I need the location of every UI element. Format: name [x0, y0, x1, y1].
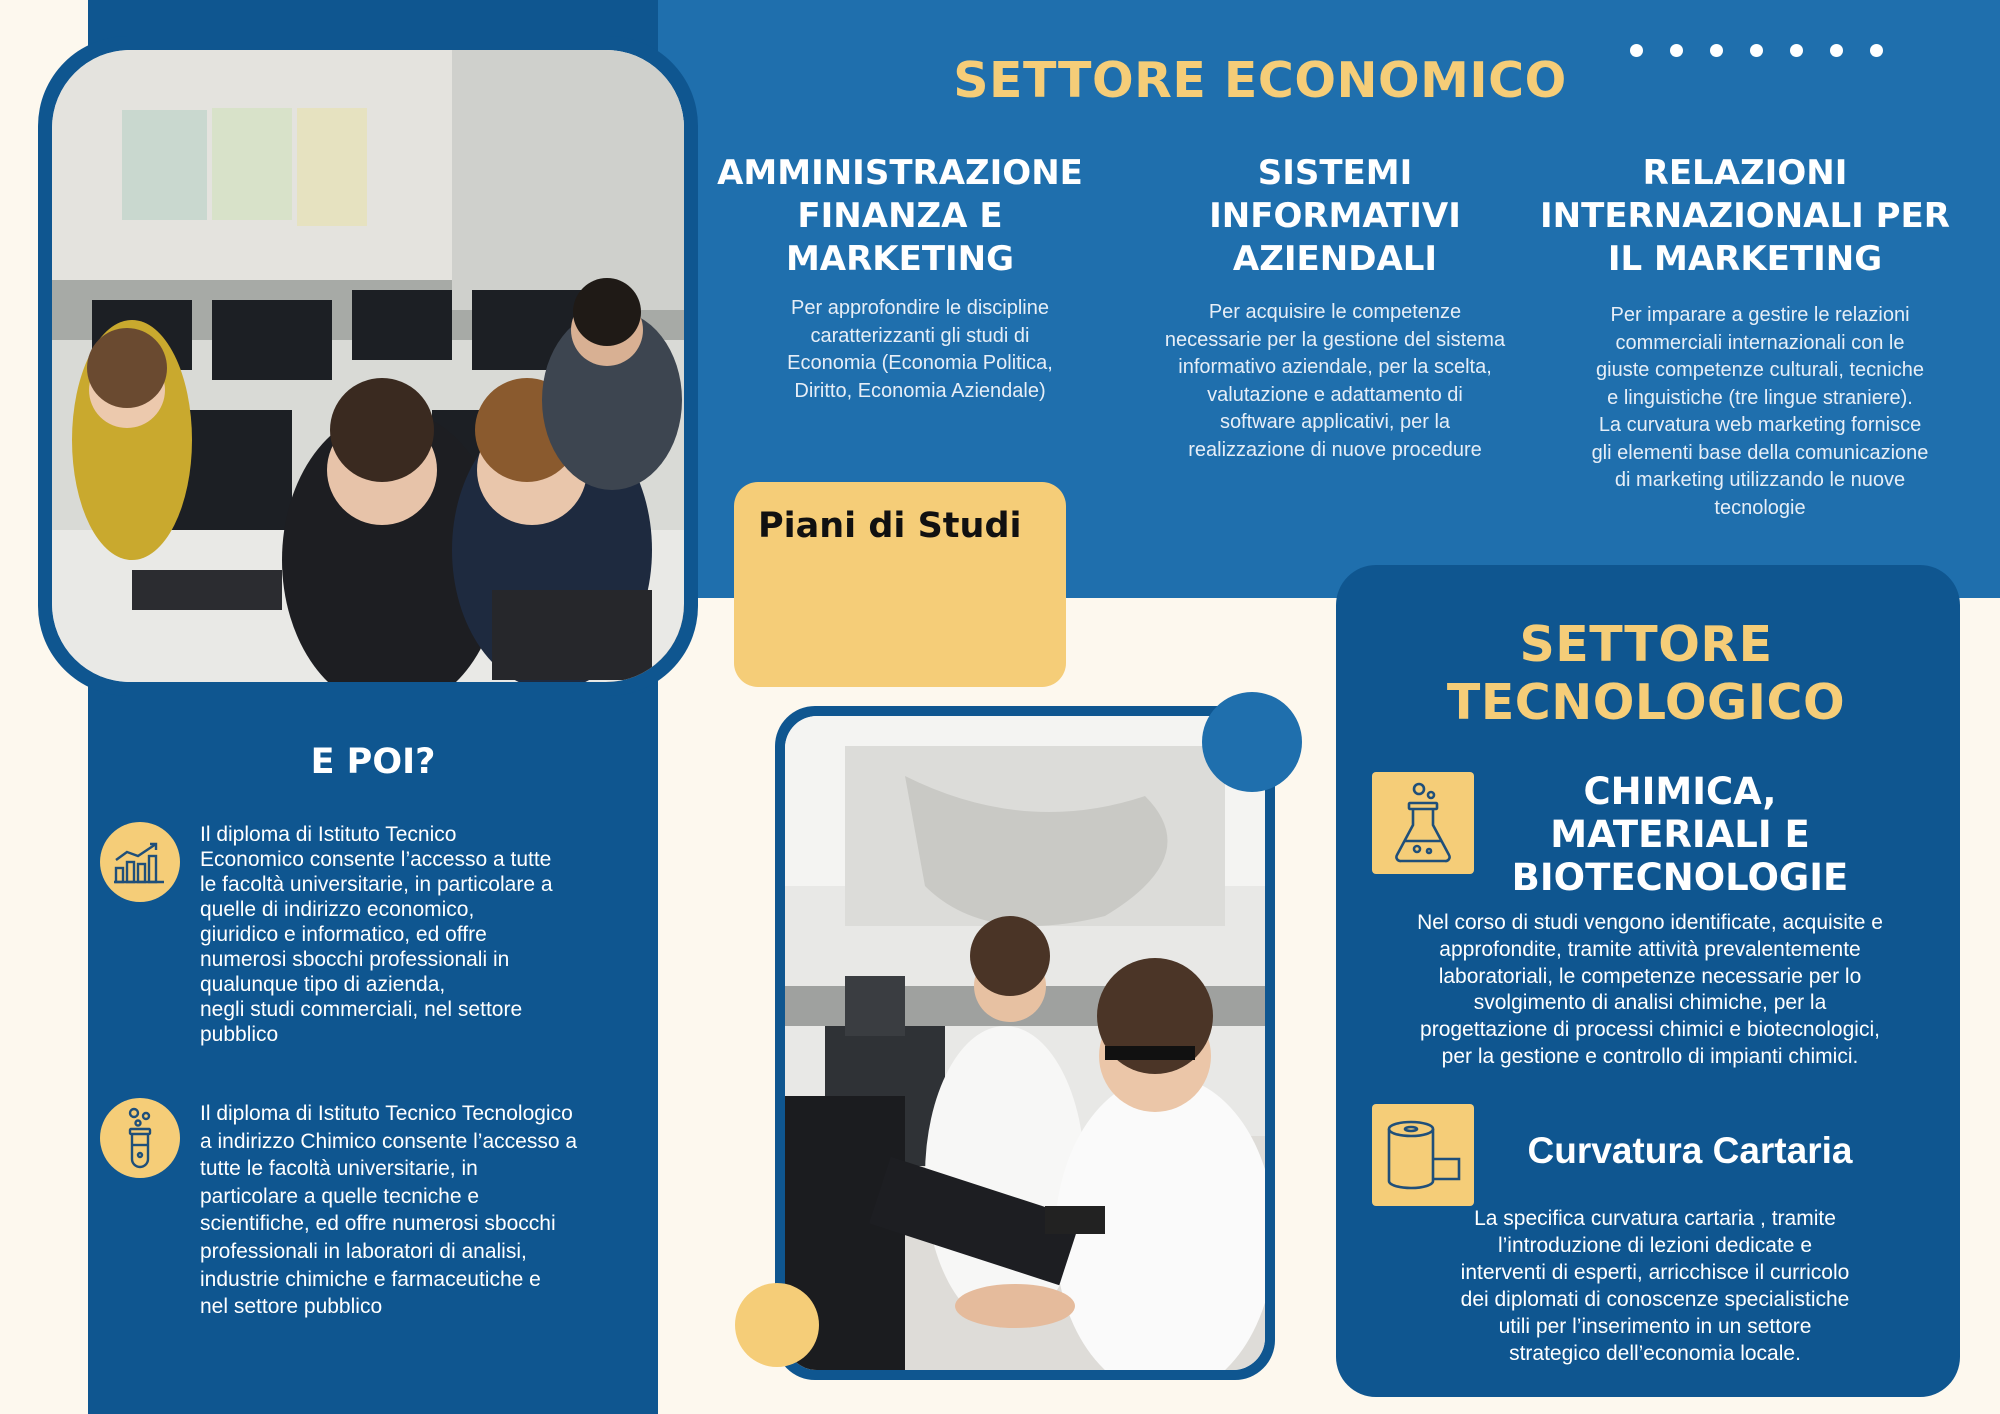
curvatura-cartaria-title: Curvatura Cartaria — [1527, 1130, 1853, 1171]
dot — [1710, 44, 1723, 57]
e-poi-title: E POI? — [310, 742, 436, 782]
test-tube-icon — [100, 1098, 180, 1178]
dot — [1870, 44, 1883, 57]
decorative-yellow-circle — [735, 1283, 819, 1367]
laboratory-photo — [775, 706, 1275, 1380]
curvatura-cartaria-description: La specifica curvatura cartaria , tramite l’introduzione di lezioni dedicate e interventi di esperti, arricchisce il curricolo dei diplomati di conoscenze specialistiche utili per l’inserimento in un settore strategico dell’economia locale. — [1460, 1207, 1850, 1365]
course-rim-title: RELAZIONI INTERNAZIONALI PER IL MARKETING — [1540, 153, 1950, 279]
computer-lab-photo — [38, 36, 698, 696]
course-afm-description: Per approfondire le discipline caratterizzanti gli studi di Economia (Economia Politica, Diritto, Economia Aziendale) — [787, 297, 1053, 402]
course-afm-title: AMMINISTRAZIONE FINANZA E MARKETING — [717, 153, 1083, 279]
settore-tecnologico-title: SETTORE TECNOLOGICO — [1446, 616, 1846, 731]
piani-di-studi-label: Piani di Studi — [758, 506, 1022, 546]
chimica-course-title: CHIMICA, MATERIALI E BIOTECNOLOGIE — [1511, 770, 1849, 899]
dot — [1670, 44, 1683, 57]
course-sia-title: SISTEMI INFORMATIVI AZIENDALI — [1209, 153, 1461, 279]
e-poi-economico-text: Il diploma di Istituto Tecnico Economico consente l’accesso a tutte le facoltà universitarie, in particolare a quelle di indirizzo economico, giuridico e informatico, ed offre numerosi sbocchi professionali in qualunque tipo di azienda, negli studi commerciali, nel settore pubblico — [200, 823, 553, 1046]
decorative-dots — [1630, 44, 1883, 57]
growth-chart-icon — [100, 822, 180, 902]
dot — [1630, 44, 1643, 57]
e-poi-tecnologico-text: Il diploma di Istituto Tecnico Tecnologico a indirizzo Chimico consente l’accesso a tutte le facoltà universitarie, in particolare a quelle tecniche e scientifiche, ed offre numerosi sbocchi professionali in laboratori di analisi, industrie chimiche e farmaceutiche e nel settore pubblico — [200, 1102, 578, 1319]
settore-economico-title: SETTORE ECONOMICO — [953, 52, 1567, 109]
paper-roll-icon — [1372, 1104, 1474, 1206]
chimica-course-description: Nel corso di studi vengono identificate, acquisite e approfondite, tramite attività prevalentemente laboratoriali, le competenze necessarie per lo svolgimento di analisi chimiche, per la progettazione di processi chimici e biotecnologici, per la gestione e controllo di impianti chimici. — [1417, 911, 1883, 1068]
flask-icon — [1372, 772, 1474, 874]
dot — [1830, 44, 1843, 57]
dot — [1790, 44, 1803, 57]
course-sia-description: Per acquisire le competenze necessarie per la gestione del sistema informativo aziendale, per la scelta, valutazione e adattamento di software applicativi, per la realizzazione di nuove procedure — [1164, 301, 1506, 461]
dot — [1750, 44, 1763, 57]
piani-di-studi-card[interactable] — [734, 482, 1066, 687]
decorative-blue-circle — [1202, 692, 1302, 792]
course-rim-description: Per imparare a gestire le relazioni commerciali internazionali con le giuste competenze culturali, tecniche e linguistiche (tre lingue straniere). La curvatura web marketing fornisce gli elementi base della comunicazione di marketing utilizzando le nuove tecnologie — [1591, 304, 1929, 519]
